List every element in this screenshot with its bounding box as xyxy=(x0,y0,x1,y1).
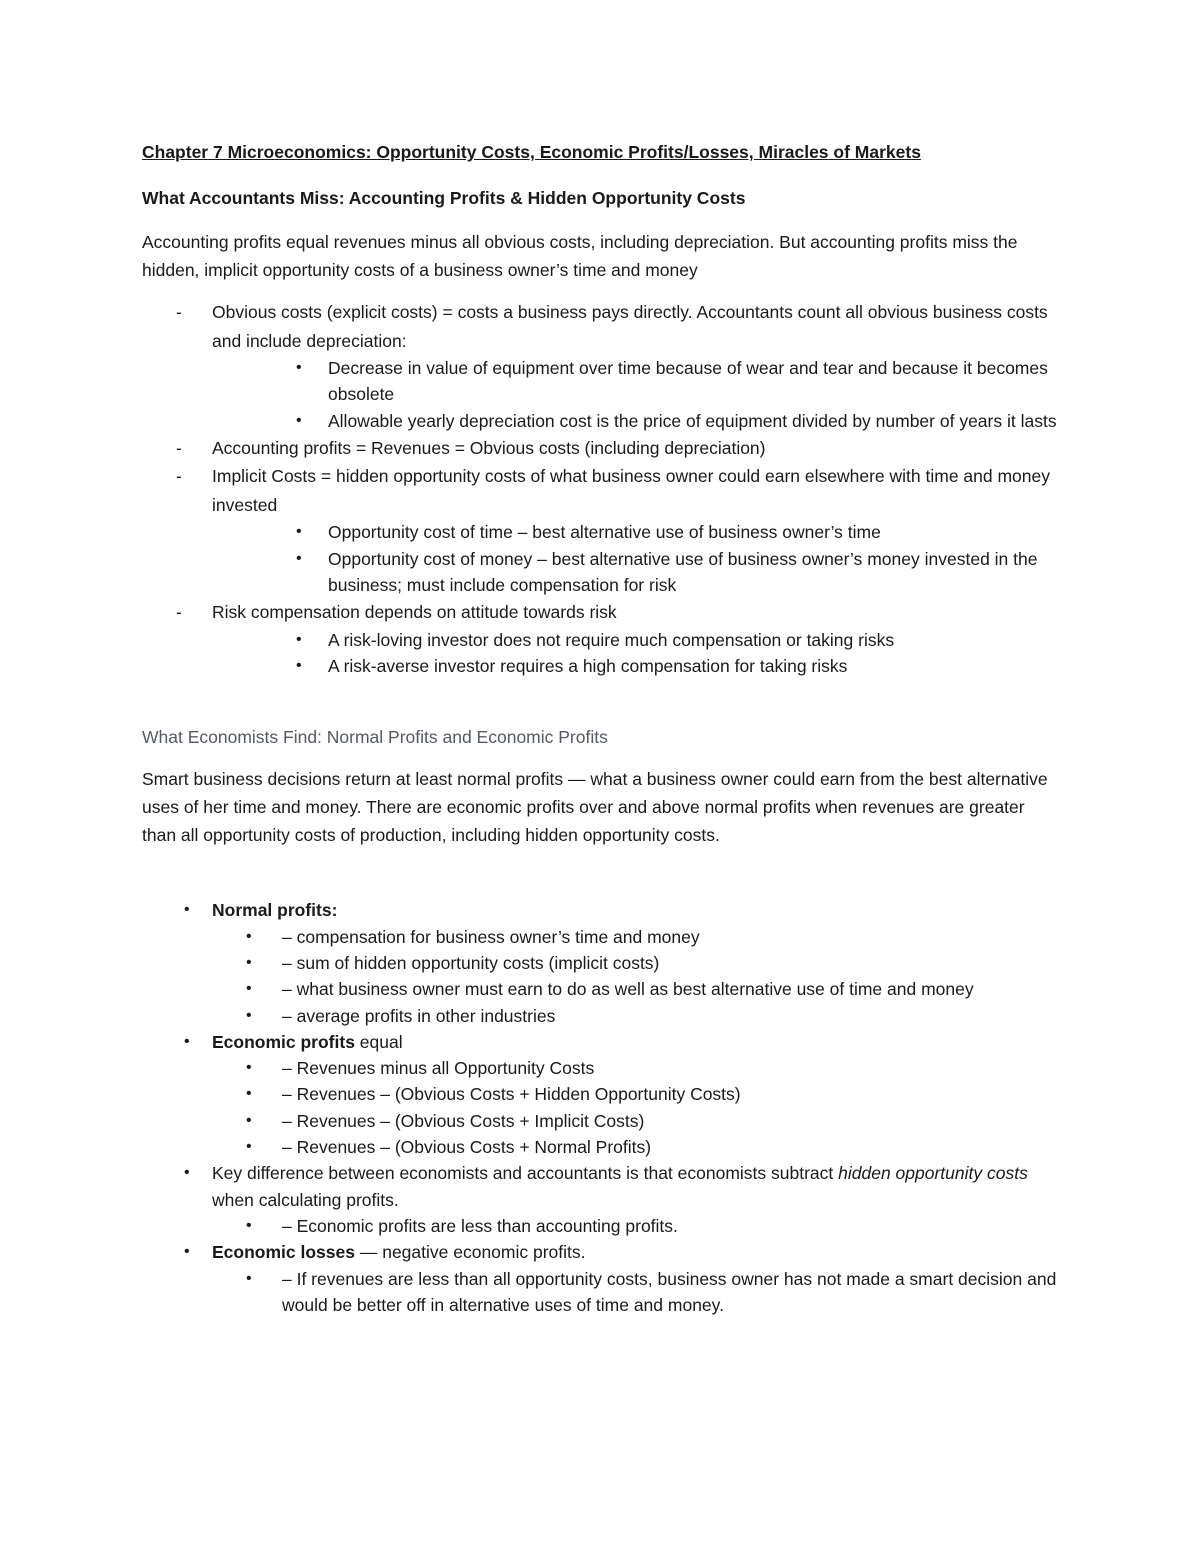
sub-bullet-item xyxy=(96,924,1062,950)
sub-bullet-list xyxy=(212,1213,1062,1239)
bullet-icon: • xyxy=(246,980,252,998)
economic-losses-rest: — negative economic profits. xyxy=(354,1242,586,1263)
bullet-icon: • xyxy=(184,1032,190,1050)
bullet-icon: • xyxy=(246,953,252,971)
sub-bullet-text: – what business owner must earn to do as well as best alternative use of time and money xyxy=(282,979,974,1000)
sub-bullet-item xyxy=(96,1003,1062,1029)
sub-bullet-item xyxy=(212,653,1062,679)
sub-bullet-item xyxy=(96,1134,1062,1160)
sub-bullet-text: A risk-averse investor requires a high compensation for taking risks xyxy=(328,656,848,677)
sub-bullet-item xyxy=(96,1108,1062,1134)
sub-bullet-list xyxy=(212,355,1062,434)
accountants-dash-list xyxy=(142,298,1062,679)
bullet-item-economic-losses xyxy=(142,1239,1062,1318)
dash-item-obvious-costs xyxy=(142,298,1062,434)
bullet-icon: • xyxy=(246,1216,252,1234)
bullet-icon: • xyxy=(296,411,302,429)
dash-item-implicit-costs xyxy=(142,462,1062,598)
bullet-icon: • xyxy=(296,549,302,567)
sub-bullet-item xyxy=(212,355,1062,408)
key-difference-after: when calculating profits. xyxy=(212,1189,399,1210)
sub-bullet-text: – Revenues – (Obvious Costs + Implicit Costs) xyxy=(282,1110,645,1131)
sub-bullet-text: Opportunity cost of money – best alternative use of business owner’s money invested in the business; must include compensation for risk xyxy=(328,548,1038,595)
bullet-icon: • xyxy=(296,523,302,541)
sub-bullet-item xyxy=(212,408,1062,434)
sub-bullet-list xyxy=(212,627,1062,680)
bullet-icon: • xyxy=(246,1269,252,1287)
sub-bullet-item xyxy=(96,1081,1062,1107)
sub-bullet-item xyxy=(96,950,1062,976)
dash-marker: - xyxy=(176,466,182,487)
sub-bullet-item xyxy=(96,1213,1062,1239)
sub-bullet-list xyxy=(212,924,1062,1029)
dash-marker: - xyxy=(176,602,182,623)
dash-item-text: Obvious costs (explicit costs) = costs a business pays directly. Accountants count all obvious business costs and include depreciation: xyxy=(212,302,1048,351)
economic-losses-label: Economic losses xyxy=(212,1242,355,1263)
dash-item-text: Risk compensation depends on attitude towards risk xyxy=(212,602,617,623)
sub-bullet-text: – Revenues – (Obvious Costs + Normal Profits) xyxy=(282,1137,652,1158)
sub-bullet-list xyxy=(212,519,1062,598)
sub-bullet-item xyxy=(96,1266,1062,1319)
bullet-icon: • xyxy=(296,630,302,648)
document-title: Chapter 7 Microeconomics: Opportunity Costs, Economic Profits/Losses, Miracles of Markets xyxy=(142,142,921,162)
sub-bullet-text: – sum of hidden opportunity costs (implicit costs) xyxy=(282,952,660,973)
bullet-icon: • xyxy=(246,1138,252,1156)
bullet-icon: • xyxy=(184,901,190,919)
key-difference-italic: hidden opportunity costs xyxy=(838,1163,1028,1184)
bullet-icon: • xyxy=(246,1059,252,1077)
bullet-icon: • xyxy=(296,657,302,675)
sub-bullet-text: A risk-loving investor does not require much compensation or taking risks xyxy=(328,629,895,650)
economic-profits-label: Economic profits xyxy=(212,1031,355,1052)
dash-item-risk-compensation xyxy=(142,598,1062,679)
sub-bullet-item xyxy=(212,519,1062,545)
bullet-icon: • xyxy=(246,927,252,945)
key-difference-before: Key difference between economists and accountants is that economists subtract xyxy=(212,1163,839,1184)
sub-bullet-item xyxy=(212,627,1062,653)
bullet-icon: • xyxy=(246,1111,252,1129)
sub-bullet-list xyxy=(212,1266,1062,1319)
accounting-intro-paragraph: Accounting profits equal revenues minus all obvious costs, including depreciation. But accounting profits miss the hidden, implicit opportunity costs of a business owner’s time and money xyxy=(142,232,1018,280)
economists-intro-paragraph: Smart business decisions return at least normal profits — what a business owner could earn from the best alternative uses of her time and money. There are economic profits over and above normal profits when revenues are greater than all opportunity costs of production, including hidden opportunity costs. xyxy=(142,769,1048,846)
sub-bullet-text: – Economic profits are less than accounting profits. xyxy=(282,1215,678,1236)
dash-item-text: Implicit Costs = hidden opportunity costs of what business owner could earn elsewhere with time and money invested xyxy=(212,466,1051,515)
bullet-item-key-difference xyxy=(142,1160,1062,1239)
sub-bullet-item xyxy=(212,546,1062,599)
economists-bullet-list xyxy=(142,897,1062,1318)
sub-bullet-text: Allowable yearly depreciation cost is the price of equipment divided by number of years it lasts xyxy=(328,410,1057,431)
section-heading-accountants: What Accountants Miss: Accounting Profits & Hidden Opportunity Costs xyxy=(142,188,746,208)
sub-bullet-text: Opportunity cost of time – best alternative use of business owner’s time xyxy=(328,522,881,543)
sub-bullet-text: – Revenues minus all Opportunity Costs xyxy=(282,1058,595,1079)
section-heading-economists: What Economists Find: Normal Profits and Economic Profits xyxy=(142,727,608,748)
dash-item-accounting-profits xyxy=(142,434,1062,463)
sub-bullet-text: – If revenues are less than all opportunity costs, business owner has not made a smart decision and would be better off in alternative uses of time and money. xyxy=(282,1268,1057,1315)
normal-profits-label: Normal profits: xyxy=(212,900,338,921)
dash-marker: - xyxy=(176,437,182,458)
sub-bullet-list xyxy=(212,1055,1062,1160)
bullet-icon: • xyxy=(184,1164,190,1182)
bullet-icon: • xyxy=(184,1243,190,1261)
bullet-icon: • xyxy=(246,1006,252,1024)
bullet-icon: • xyxy=(246,1085,252,1103)
sub-bullet-item xyxy=(96,976,1062,1002)
sub-bullet-text: – average profits in other industries xyxy=(282,1005,556,1026)
bullet-icon: • xyxy=(296,359,302,376)
sub-bullet-text: – Revenues – (Obvious Costs + Hidden Opportunity Costs) xyxy=(282,1084,741,1105)
economic-profits-rest: equal xyxy=(354,1031,403,1052)
bullet-item-normal-profits xyxy=(142,897,1062,1028)
document-page xyxy=(142,138,1062,1318)
sub-bullet-text: Decrease in value of equipment over time because of wear and tear and because it becomes obsolete xyxy=(328,358,1048,405)
dash-marker: - xyxy=(176,302,182,322)
bullet-item-economic-profits xyxy=(142,1029,1062,1160)
sub-bullet-item xyxy=(96,1055,1062,1081)
sub-bullet-text: – compensation for business owner’s time and money xyxy=(282,926,700,947)
dash-item-text: Accounting profits = Revenues = Obvious costs (including depreciation) xyxy=(212,437,766,458)
